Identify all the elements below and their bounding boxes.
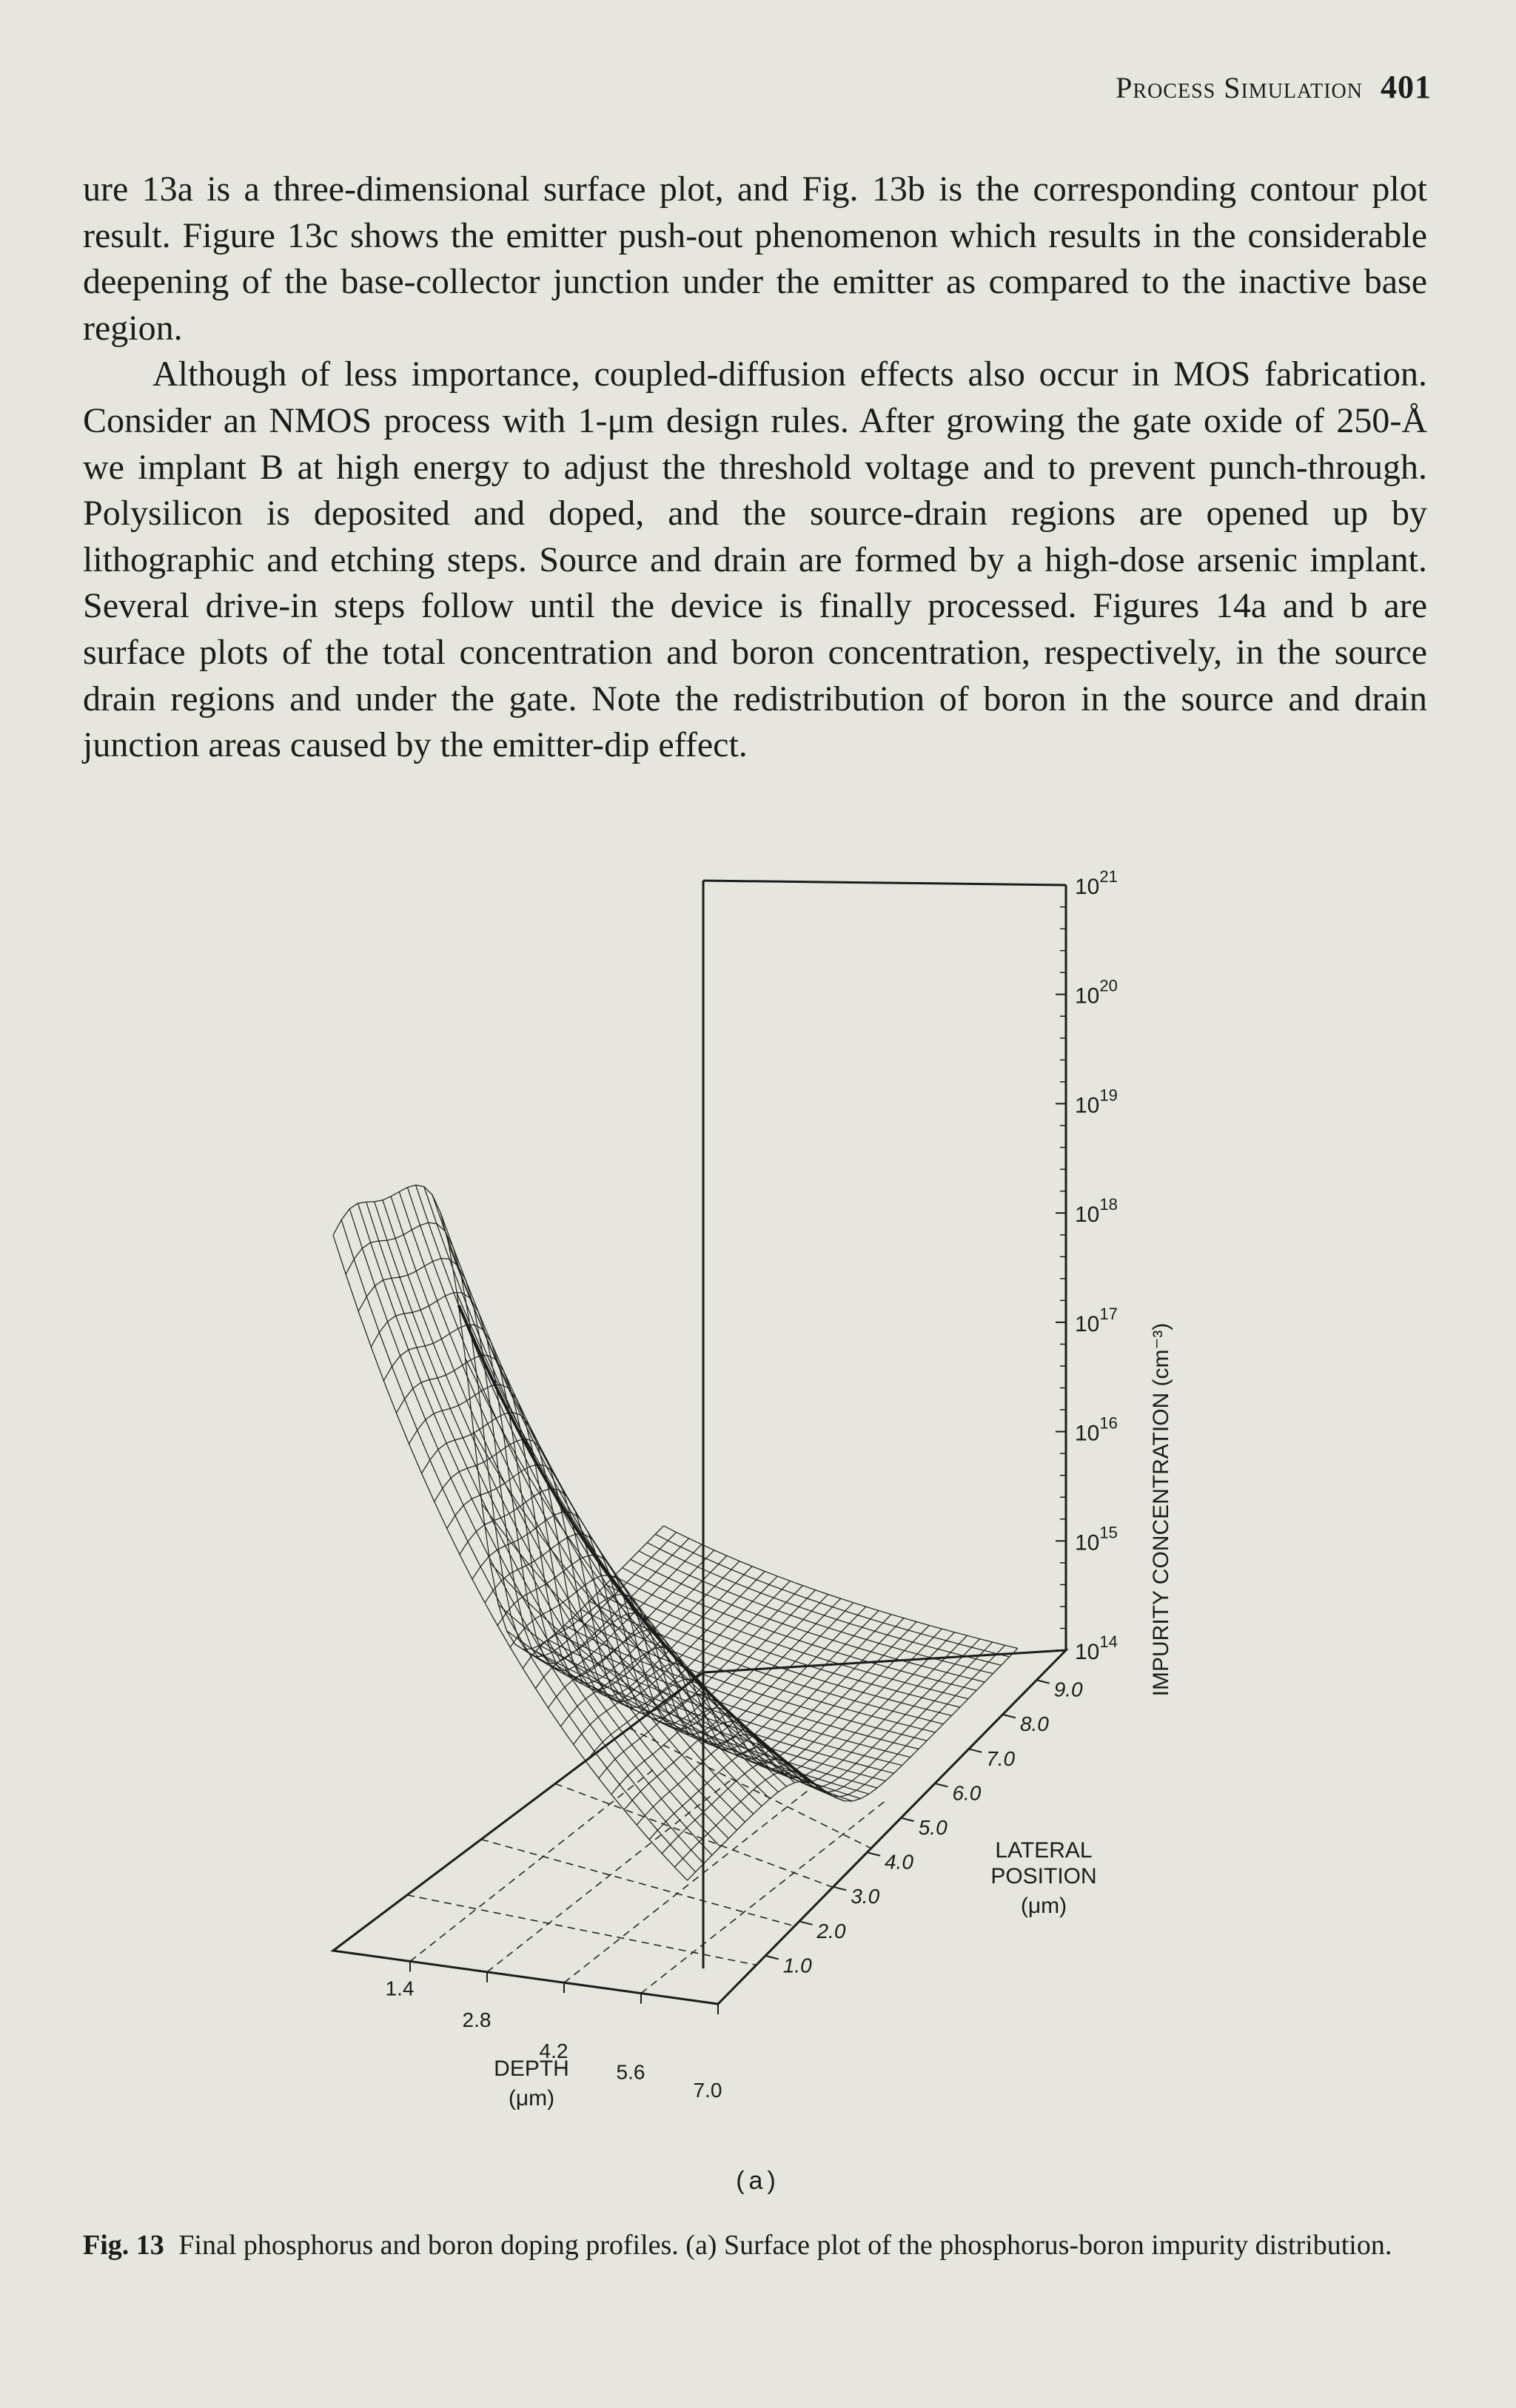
depth-tick-label: 7.0 [693, 2079, 722, 2102]
depth-axis-title-2: (μm) [508, 2086, 555, 2111]
lateral-tick [936, 1783, 948, 1786]
figure-caption-label: Fig. 13 [83, 2230, 164, 2261]
z-tick-exponent: 16 [1099, 1413, 1118, 1433]
paragraph-2: Although of less importance, coupled-diffusion effects also occur in MOS fabrication. Consider an NMOS process with 1-μm design rules. After growing the gate oxide of 250-Å we implant B at high energy to adjust the threshold voltage and to prevent punch-through. Polysilicon is deposited and doped, and the source-drain regions are opened up by lithographic and etching steps. Source and drain are formed by a high-dose arsenic implant. Several drive-in steps follow until the device is finally processed. Figures 14a and b are surface plots of the total concentration and boron concentration, respectively, in the source drain regions and under the gate. Note the redistribution of boron in the source and drain junction areas caused by the emitter-dip effect. [83, 354, 1427, 765]
mesh-line-depth [391, 1197, 745, 1822]
mesh-line-depth [349, 1209, 703, 1864]
z-tick-label: $10^{16}$ [1075, 1413, 1118, 1446]
lateral-tick-label: 8.0 [1019, 1712, 1049, 1736]
lateral-tick [868, 1853, 880, 1856]
floor-dashed-grid [407, 1728, 885, 1993]
mesh-line-lateral [396, 1355, 727, 1684]
mesh-line-lateral [358, 1259, 689, 1664]
z-tick-label: $10^{19}$ [1075, 1086, 1118, 1118]
lateral-tick [902, 1818, 914, 1821]
depth-tick-label: 5.6 [616, 2060, 645, 2084]
lateral-tick-label: 6.0 [952, 1781, 982, 1805]
running-head [1116, 68, 1432, 106]
z-tick-label: $10^{20}$ [1075, 976, 1118, 1009]
z-tick-exponent: 20 [1099, 976, 1118, 995]
floor-grid-line [564, 1790, 808, 1982]
z-tick-exponent: 21 [1099, 867, 1118, 886]
mesh-line-depth [383, 1200, 737, 1831]
z-tick-exponent: 14 [1099, 1632, 1118, 1651]
z-tick-label: $10^{18}$ [1075, 1195, 1118, 1228]
figure-13a [222, 858, 1258, 2116]
figure-caption-text: Final phosphorus and boron doping profiles. (a) Surface plot of the phosphorus-boron impurity distribution. [178, 2230, 1392, 2261]
z-axis-title: IMPURITY CONCENTRATION (cm⁻³) [1149, 1322, 1173, 1697]
z-tick-label: $10^{17}$ [1075, 1304, 1118, 1336]
mesh-line-depth [375, 1202, 728, 1838]
page-number: 401 [1381, 69, 1432, 105]
depth-tick-label: 1.4 [385, 1977, 415, 2000]
figure-caption [83, 2226, 1427, 2264]
lateral-tick-label: 3.0 [851, 1885, 880, 1908]
back-wall-top [703, 881, 1066, 885]
lateral-axis-ticks [767, 1678, 1083, 1977]
lateral-tick-label: 5.0 [918, 1816, 948, 1840]
lateral-tick [1004, 1715, 1016, 1718]
lateral-tick [834, 1887, 846, 1890]
surface-plot [222, 858, 1258, 2116]
z-tick-label: $10^{21}$ [1075, 867, 1118, 899]
mesh-line-depth [466, 1359, 819, 1787]
depth-axis-title-1: DEPTH [494, 2056, 569, 2081]
mesh-line-lateral [371, 1293, 702, 1671]
floor-grid-line [629, 1728, 871, 1848]
z-tick-exponent: 18 [1099, 1195, 1118, 1214]
mesh-line-depth [366, 1202, 720, 1846]
floor-grid-line [481, 1840, 794, 1926]
depth-tick-label: 2.8 [462, 2008, 492, 2031]
mesh-line-depth [440, 1213, 794, 1783]
lateral-axis-title-3: (μm) [1020, 1894, 1067, 1918]
running-head-title: Process Simulation [1116, 71, 1363, 104]
lateral-tick [1038, 1681, 1050, 1684]
lateral-tick [970, 1749, 982, 1752]
z-tick-exponent: 17 [1099, 1304, 1118, 1323]
mesh-line-lateral [624, 1632, 955, 1810]
mesh-line-depth [399, 1191, 753, 1814]
mesh-line-depth [358, 1203, 712, 1855]
lateral-tick-label: 7.0 [986, 1746, 1016, 1770]
paragraph-1: ure 13a is a three-dimensional surface plot, and Fig. 13b is the corresponding contour plot result. Figure 13c shows the emitter push-out phenomenon which results in the considerable deepening of the base-collector junction under the emitter as compared to the inactive base region. [83, 169, 1427, 348]
lateral-tick-label: 1.0 [782, 1954, 812, 1977]
z-tick-label: $10^{14}$ [1075, 1632, 1118, 1664]
z-tick-exponent: 15 [1099, 1523, 1118, 1542]
z-tick-exponent: 19 [1099, 1086, 1118, 1105]
surface-mesh [333, 1185, 1018, 1880]
figure-subcaption: (a) [736, 2167, 780, 2195]
lateral-axis-title-1: LATERAL [995, 1838, 1093, 1863]
lateral-tick-label: 9.0 [1053, 1678, 1083, 1701]
lateral-tick-label: 4.0 [884, 1850, 913, 1874]
body-text [83, 167, 1427, 769]
lateral-tick [800, 1922, 812, 1925]
lateral-axis-title-2: POSITION [990, 1864, 1097, 1889]
lateral-tick-label: 2.0 [816, 1919, 846, 1943]
lateral-tick [767, 1956, 779, 1959]
mesh-line-depth [474, 1433, 828, 1793]
z-tick-label: $10^{15}$ [1075, 1523, 1118, 1556]
depth-tick-label: 4.2 [539, 2039, 568, 2063]
